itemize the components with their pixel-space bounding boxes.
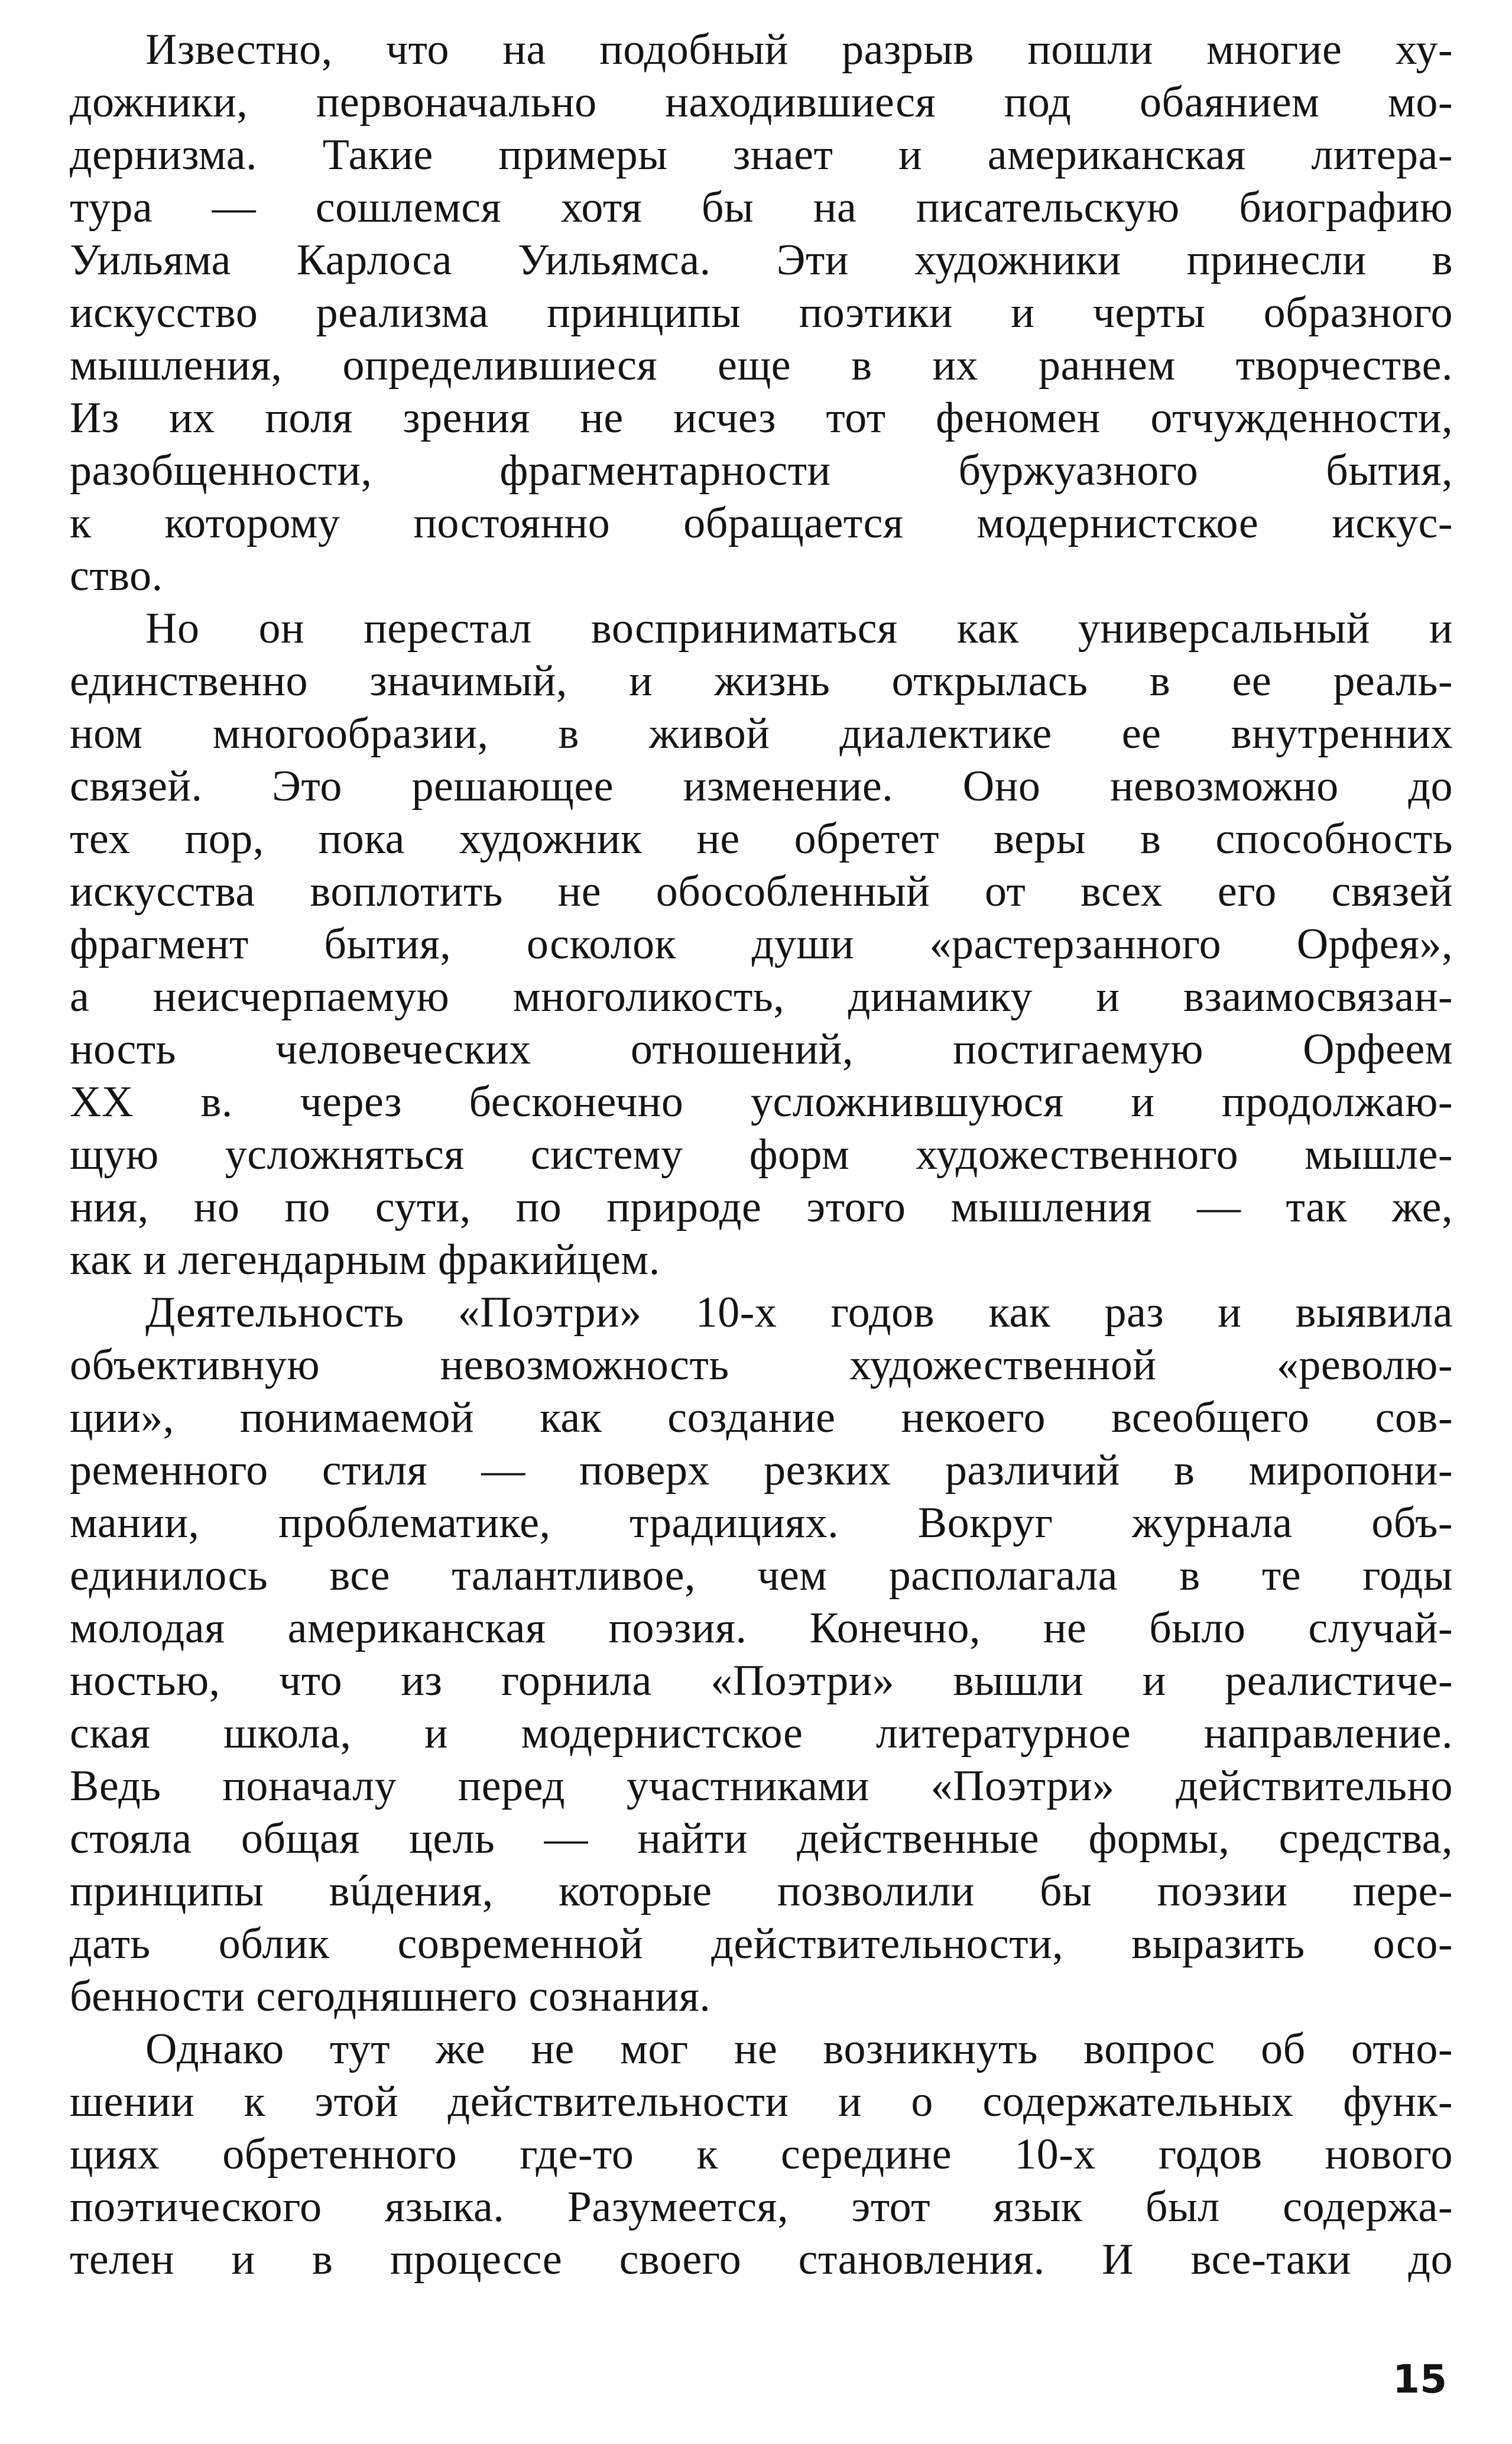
text-line: щую усложняться систему форм художественного мышле- — [70, 1130, 1453, 1179]
text-line: разобщенности, фрагментарности буржуазного бытия, — [70, 446, 1453, 495]
text-line: циях обретенного где-то к середине 10-х годов нового — [70, 2130, 1453, 2179]
text-line: связей. Это решающее изменение. Оно невозможно до — [70, 762, 1453, 811]
text-line: ностью, что из горнила «Поэтри» вышли и реалистиче- — [70, 1657, 1453, 1705]
text-line: принципы вúдения, которые позволили бы поэзии пере- — [70, 1867, 1453, 1915]
text-line: тура — сошлемся хотя бы на писательскую биографию — [70, 183, 1453, 232]
text-line: ство. — [70, 552, 163, 600]
text-line: мышления, определившиеся еще в их раннем творчестве. — [70, 341, 1453, 390]
text-line: искусство реализма принципы поэтики и черты образного — [70, 289, 1453, 337]
text-line: Уильяма Карлоса Уильямса. Эти художники принесли в — [70, 236, 1453, 284]
text-line: дернизма. Такие примеры знает и американская литера- — [70, 131, 1453, 179]
text-line: Известно, что на подобный разрыв пошли многие ху- — [145, 25, 1453, 74]
text-line: Но он перестал восприниматься как универсальный и — [145, 604, 1453, 653]
text-line: поэтического языка. Разумеется, этот язык был содержа- — [70, 2183, 1453, 2231]
text-line: фрагмент бытия, осколок души «растерзанного Орфея», — [70, 920, 1453, 968]
text-line: как и легендарным фракийцем. — [70, 1236, 660, 1284]
text-line: Однако тут же не мог не возникнуть вопрос об отно- — [145, 2025, 1453, 2073]
text-line: Ведь поначалу перед участниками «Поэтри» действительно — [70, 1762, 1453, 1810]
text-line: ременного стиля — поверх резких различий в миропони- — [70, 1446, 1453, 1495]
text-line: молодая американская поэзия. Конечно, не было случай- — [70, 1604, 1453, 1652]
text-line: объективную невозможность художественной «револю- — [70, 1341, 1453, 1389]
body-text — [70, 24, 1453, 2286]
text-line: телен и в процессе своего становления. И все-таки до — [70, 2235, 1453, 2284]
text-line: ции», понимаемой как создание некоего всеобщего сов- — [70, 1393, 1453, 1442]
text-line: а неисчерпаемую многоликость, динамику и взаимосвязан- — [70, 973, 1453, 1021]
text-line: ния, но по сути, по природе этого мышления — так же, — [70, 1183, 1453, 1231]
text-line: тех пор, пока художник не обретет веры в способность — [70, 815, 1453, 863]
text-line: искусства воплотить не обособленный от всех его связей — [70, 867, 1453, 916]
text-line: единилось все талантливое, чем располагала в те годы — [70, 1551, 1453, 1600]
text-line: Из их поля зрения не исчез тот феномен отчужденности, — [70, 394, 1453, 442]
page-number: 15 — [1393, 2357, 1447, 2402]
text-line: дать облик современной действительности, выразить осо- — [70, 1920, 1453, 1968]
text-line: единственно значимый, и жизнь открылась в ее реаль- — [70, 657, 1453, 705]
text-line: ном многообразии, в живой диалектике ее внутренних — [70, 709, 1453, 758]
text-line: бенности сегодняшнего сознания. — [70, 1972, 711, 2021]
text-line: мании, проблематике, традициях. Вокруг журнала объ- — [70, 1499, 1453, 1547]
text-line: ская школа, и модернистское литературное направление. — [70, 1709, 1453, 1758]
text-line: шении к этой действительности и о содержательных функ- — [70, 2077, 1453, 2126]
text-line: дожники, первоначально находившиеся под обаянием мо- — [70, 78, 1453, 127]
text-line: к которому постоянно обращается модернистское искус- — [70, 499, 1453, 547]
text-line: ность человеческих отношений, постигаемую Орфеем — [70, 1025, 1453, 1074]
text-line: XX в. через бесконечно усложнившуюся и продолжаю- — [70, 1078, 1453, 1126]
text-line: стояла общая цель — найти действенные формы, средства, — [70, 1814, 1453, 1863]
text-line: Деятельность «Поэтри» 10-х годов как раз и выявила — [145, 1288, 1453, 1337]
